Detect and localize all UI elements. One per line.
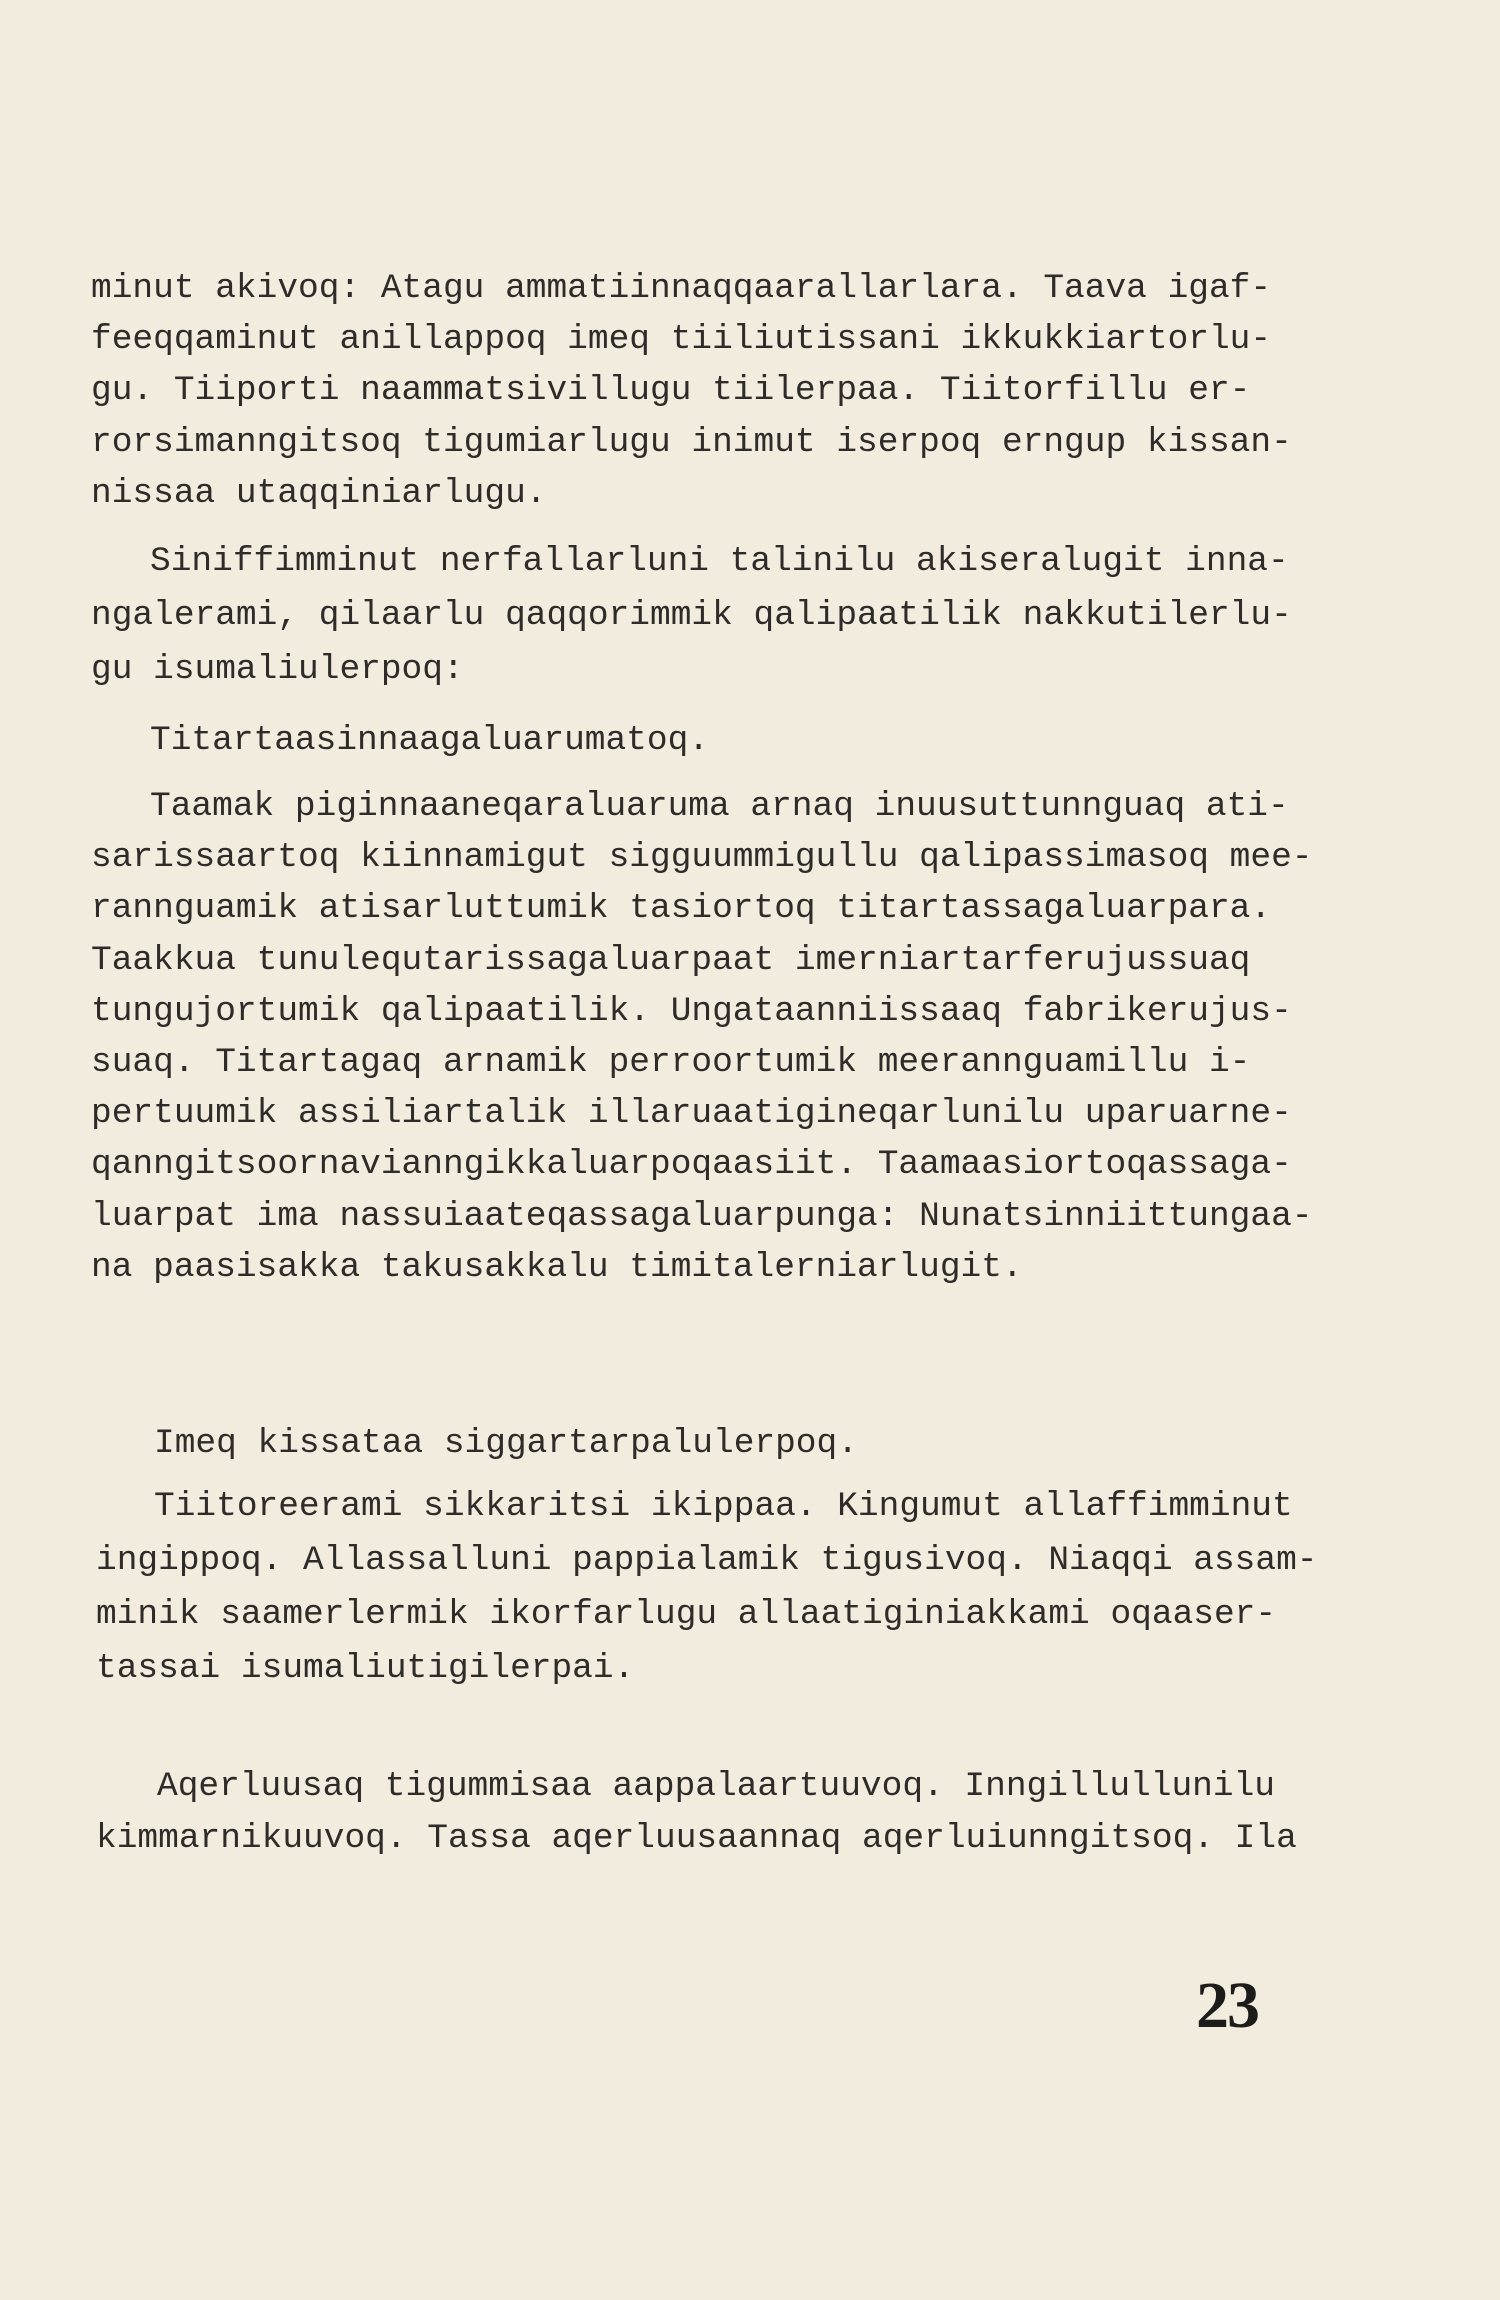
text-line: na paasisakka takusakkalu timitalerniarlugit.: [91, 1247, 1023, 1287]
text-line: Taamak piginnaaneqaraluaruma arnaq inuusuttunnguaq ati-: [150, 787, 1289, 826]
text-line: Siniffimminut nerfallarluni talinilu akiseralugit inna-: [150, 542, 1289, 581]
text-line: tungujortumik qalipaatilik. Ungataanniissaaq fabrikerujus-: [91, 991, 1292, 1031]
text-line: feeqqaminut anillappoq imeq tiiliutissani ikkukkiartorlu-: [91, 320, 1272, 360]
text-line: minut akivoq: Atagu ammatiinnaqqaarallarlara. Taava igaf-: [91, 269, 1272, 308]
page-number: 23: [1196, 1969, 1258, 2042]
text-line: pertuumik assiliartalik illaruaatigineqarlunilu uparuarne-: [91, 1094, 1292, 1134]
text-line: luarpat ima nassuiaateqassagaluarpunga: Nunatsinniittungaa-: [91, 1196, 1313, 1236]
text-line: ingippoq. Allassalluni pappialamik tigusivoq. Niaqqi assam-: [96, 1541, 1318, 1580]
text-line: tassai isumaliutigilerpai.: [96, 1649, 635, 1688]
text-line: ngalerami, qilaarlu qaqqorimmik qalipaatilik nakkutilerlu-: [91, 596, 1292, 635]
text-line: rorsimanngitsoq tigumiarlugu inimut iserpoq erngup kissan-: [91, 422, 1292, 462]
text-line: gu. Tiiporti naammatsivillugu tiilerpaa. Tiitorfillu er-: [91, 371, 1251, 411]
text-line: Taakkua tunulequtarissagaluarpaat imerniartarferujussuaq: [91, 940, 1251, 980]
text-line: suaq. Titartagaq arnamik perroortumik meerannguamillu i-: [91, 1043, 1251, 1082]
text-line: Titartaasinnaagaluarumatoq.: [150, 721, 709, 760]
text-line: Aqerluusaq tigummisaa aappalaartuuvoq. Inngillullunilu: [157, 1767, 1275, 1806]
text-line: rannguamik atisarluttumik tasiortoq titartassagaluarpara.: [91, 889, 1272, 929]
text-line: minik saamerlermik ikorfarlugu allaatiginiakkami oqaaser-: [96, 1595, 1277, 1634]
text-line: gu isumaliulerpoq:: [91, 650, 464, 689]
text-line: Tiitoreerami sikkaritsi ikippaa. Kingumut allaffimminut: [154, 1487, 1293, 1526]
text-line: Imeq kissataa siggartarpalulerpoq.: [154, 1424, 858, 1463]
text-line: qanngitsoornavianngikkaluarpoqaasiit. Taamaasiortoqassaga-: [91, 1145, 1292, 1185]
text-line: kimmarnikuuvoq. Tassa aqerluusaannaq aqerluiunngitsoq. Ila: [96, 1819, 1297, 1858]
text-line: nissaa utaqqiniarlugu.: [91, 473, 547, 513]
text-line: sarissaartoq kiinnamigut sigguummigullu qalipassimasoq mee-: [91, 838, 1313, 878]
